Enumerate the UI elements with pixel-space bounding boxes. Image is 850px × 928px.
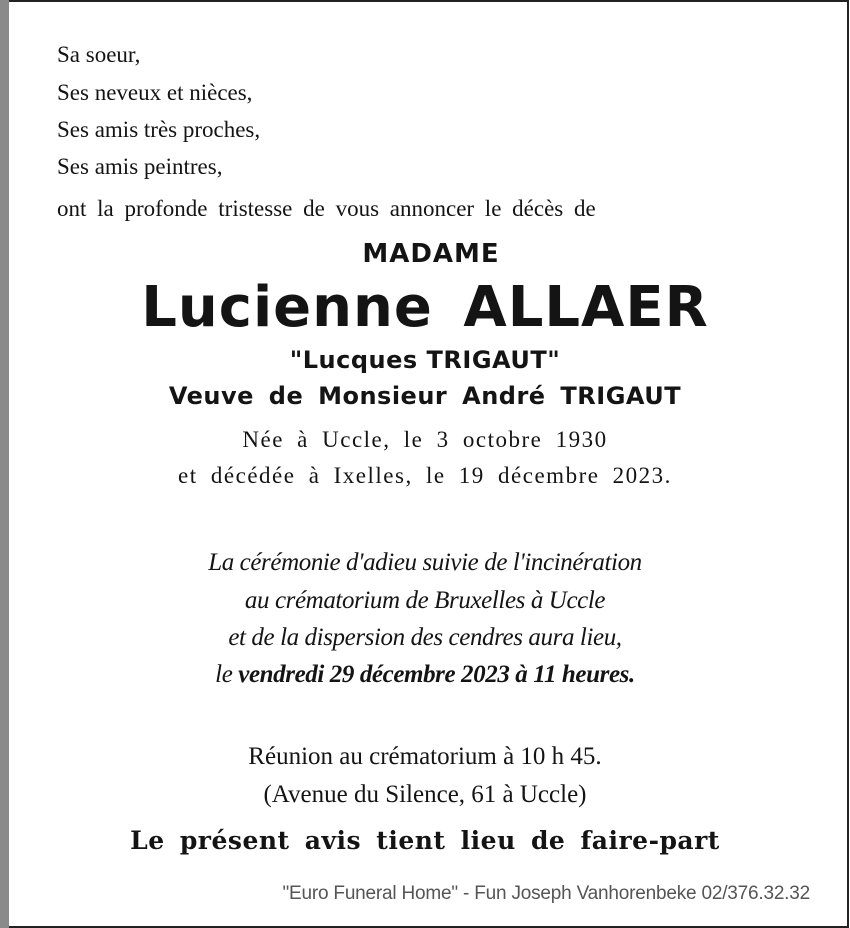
relative-line-2: Ses neveux et nièces, (57, 80, 253, 105)
death-line: et décédée à Ixelles, le 19 décembre 2023. (178, 463, 672, 488)
meeting-address: (Avenue du Silence, 61 à Uccle) (263, 781, 587, 808)
relative-line-1: Sa soeur, (57, 42, 141, 67)
ceremony-prefix: le (215, 661, 239, 688)
funeral-home-credit: "Euro Funeral Home" - Fun Joseph Vanhorenbeke 02/376.32.32 (282, 883, 810, 904)
deceased-name: Lucienne ALLAER (141, 275, 709, 340)
faire-part-notice: Le présent avis tient lieu de faire-part (130, 826, 720, 855)
announcement-text: ont la profonde tristesse de vous annoncer le décès de (57, 196, 596, 221)
relative-line-4: Ses amis peintres, (57, 154, 223, 179)
ceremony-line-1: La cérémonie d'adieu suivie de l'incinération (208, 549, 642, 576)
ceremony-line-2: au crématorium de Bruxelles à Uccle (244, 587, 606, 614)
meeting-line-1: Réunion au crématorium à 10 h 45. (248, 743, 602, 770)
ceremony-line-3: et de la dispersion des cendres aura lieu, (228, 624, 622, 651)
ceremony-line-4 (0, 661, 850, 689)
deceased-widow-of: Veuve de Monsieur André TRIGAUT (168, 382, 682, 410)
birth-line: Née à Uccle, le 3 octobre 1930 (242, 427, 608, 452)
deceased-title: MADAME (362, 239, 500, 269)
ceremony-date: vendredi 29 décembre 2023 à 11 heures. (238, 661, 635, 688)
relative-line-3: Ses amis très proches, (57, 117, 261, 142)
deceased-nickname: "Lucques TRIGAUT" (289, 346, 561, 374)
